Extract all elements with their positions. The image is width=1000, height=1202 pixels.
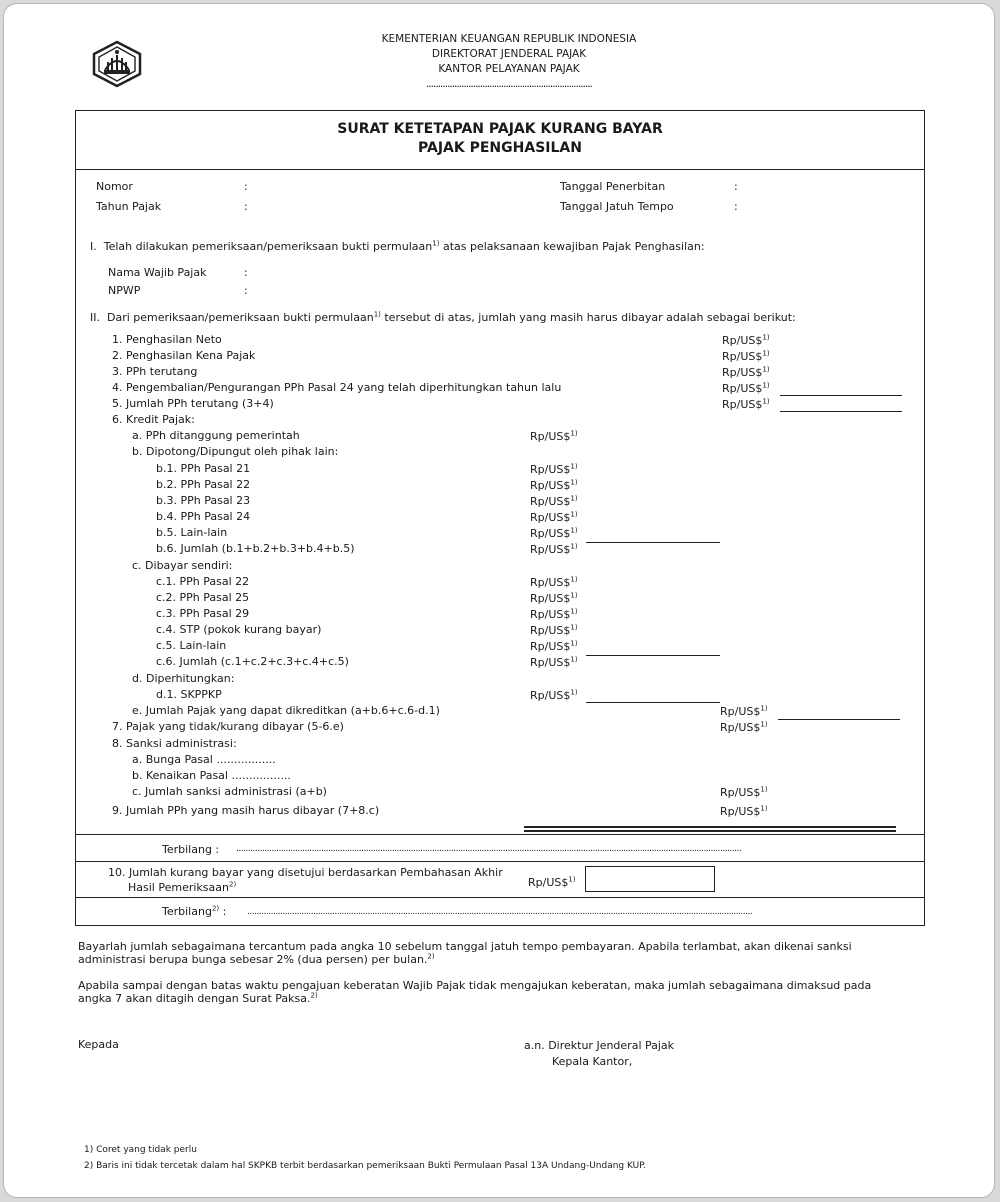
subtotal-line-item-5 — [780, 411, 902, 412]
item-6b2: b.2. PPh Pasal 22 — [156, 478, 251, 491]
item-8: 8. Sanksi administrasi: — [112, 737, 237, 750]
currency-item-6c1: Rp/US\$$^{1)}$ — [530, 575, 578, 589]
item-6b4: b.4. PPh Pasal 24 — [156, 510, 251, 523]
item-2: 2. Penghasilan Kena Pajak — [112, 349, 256, 362]
section-2-roman: II. — [90, 311, 100, 324]
item-6d1: d.1. SKPPKP — [156, 688, 222, 701]
currency-item-6c3: Rp/US\$$^{1)}$ — [530, 607, 578, 621]
currency-item-9: Rp/US\$$^{1)}$ — [720, 804, 768, 818]
subtotal-line-6b5 — [586, 542, 720, 543]
header-office: KANTOR PELAYANAN PAJAK — [438, 63, 580, 75]
currency-item-3: Rp/US\$$^{1)}$ — [722, 365, 770, 379]
currency-item-6a: Rp/US\$$^{1)}$ — [530, 429, 578, 443]
footnote-1: 1) Coret yang tidak perlu — [84, 1145, 197, 1155]
currency-item-1: Rp/US\$$^{1)}$ — [722, 333, 770, 347]
total-double-line-bottom — [524, 830, 896, 832]
item-6c1: c.1. PPh Pasal 22 — [156, 575, 250, 588]
tahun-pajak-colon: : — [244, 200, 248, 213]
currency-item-6c2: Rp/US\$$^{1)}$ — [530, 591, 578, 605]
tanggal-jatuh-tempo-colon: : — [734, 200, 738, 213]
signature-kepala: Kepala Kantor, — [552, 1055, 633, 1068]
currency-item-6c5: Rp/US\$$^{1)}$ — [530, 639, 578, 653]
currency-item-5: Rp/US\$$^{1)}$ — [722, 397, 770, 411]
nama-wp-colon: : — [244, 266, 248, 279]
nomor-label: Nomor — [96, 180, 133, 193]
currency-item-6c6: Rp/US\$$^{1)}$ — [530, 655, 578, 669]
item-6b: b. Dipotong/Dipungut oleh pihak lain: — [132, 445, 339, 458]
currency-item-2: Rp/US\$$^{1)}$ — [722, 349, 770, 363]
form-title: SURAT KETETAPAN PAJAK KURANG BAYAR — [337, 121, 663, 137]
currency-item-6c4: Rp/US\$$^{1)}$ — [530, 623, 578, 637]
subtotal-line-item-6e — [778, 719, 900, 720]
nomor-colon: : — [244, 180, 248, 193]
npwp-label: NPWP — [108, 284, 141, 297]
item-6b5: b.5. Lain-lain — [156, 526, 228, 539]
item-6c4: c.4. STP (pokok kurang bayar) — [156, 623, 322, 636]
currency-item-4: Rp/US\$$^{1)}$ — [722, 381, 770, 395]
currency-item-7: Rp/US\$$^{1)}$ — [720, 720, 768, 734]
item-3: 3. PPh terutang — [112, 365, 198, 378]
item-6c3: c.3. PPh Pasal 29 — [156, 607, 250, 620]
item-8a: a. Bunga Pasal ................. — [132, 753, 276, 766]
currency-item-8c: Rp/US\$$^{1)}$ — [720, 785, 768, 799]
item-6c5: c.5. Lain-lain — [156, 639, 227, 652]
item-6a: a. PPh ditanggung pemerintah — [132, 429, 300, 442]
currency-item-6b1: Rp/US\$$^{1)}$ — [530, 462, 578, 476]
currency-item-6b4: Rp/US\$$^{1)}$ — [530, 510, 578, 524]
section-2-text: II. Dari pemeriksaan/pemeriksaan bukti permulaan$^{1)}$ tersebut di atas, jumlah yang masih harus dibayar adalah sebagai berikut: — [90, 310, 796, 324]
item-6e: e. Jumlah Pajak yang dapat dikreditkan (a+b.6+c.6-d.1) — [132, 704, 440, 717]
currency-item-6b6: Rp/US\$$^{1)}$ — [530, 542, 578, 556]
item-10-line1: 10. Jumlah kurang bayar yang disetujui berdasarkan Pembahasan Akhir — [108, 866, 503, 879]
footnote-2: 2) Baris ini tidak tercetak dalam hal SKPKB terbit berdasarkan pemeriksaan Bukti Permulaan Pasal 13A Undang-Undang KUP. — [84, 1161, 647, 1171]
currency-item-6b5: Rp/US\$$^{1)}$ — [530, 526, 578, 540]
item-10-line2: Hasil Pemeriksaan$^{2)}$ — [128, 880, 237, 894]
nama-wp-label: Nama Wajib Pajak — [108, 266, 207, 279]
item-6d: d. Diperhitungkan: — [132, 672, 235, 685]
item-5: 5. Jumlah PPh terutang (3+4) — [112, 397, 274, 410]
item-7: 7. Pajak yang tidak/kurang dibayar (5-6.e) — [112, 720, 344, 733]
tanggal-penerbitan-colon: : — [734, 180, 738, 193]
section-1-roman: I. — [90, 240, 97, 253]
item-8b: b. Kenaikan Pasal ................. — [132, 769, 291, 782]
terbilang-label: Terbilang : — [162, 843, 220, 856]
total-double-line-top — [524, 826, 896, 828]
tanggal-penerbitan-label: Tanggal Penerbitan — [560, 180, 666, 193]
form-subtitle: PAJAK PENGHASILAN — [418, 140, 582, 156]
item-6c6: c.6. Jumlah (c.1+c.2+c.3+c.4+c.5) — [156, 655, 349, 668]
currency-item-10: Rp/US\$$^{1)}$ — [528, 875, 576, 889]
subtotal-line-item-4 — [780, 395, 902, 396]
currency-item-6d1: Rp/US\$$^{1)}$ — [530, 688, 578, 702]
header-directorate: DIREKTORAT JENDERAL PAJAK — [431, 48, 587, 60]
ministry-of-finance-emblem-icon — [90, 40, 144, 88]
terbilang-2-label: Terbilang$^{2)}$ : — [162, 904, 227, 918]
terbilang-dots: ...................................................................................................................................................................................................................... — [236, 844, 742, 854]
note-2: Apabila sampai dengan batas waktu pengajuan keberatan Wajib Pajak tidak mengajukan keberatan, maka jumlah sebagaimana dimaksud pada angka 7 akan ditagih dengan Surat Paksa.$^{2)}$ — [78, 979, 872, 1005]
item-10-amount-box[interactable] — [585, 866, 715, 892]
item-6c2: c.2. PPh Pasal 25 — [156, 591, 250, 604]
item-6: 6. Kredit Pajak: — [112, 413, 195, 426]
note-1: Bayarlah jumlah sebagaimana tercantum pada angka 10 sebelum tanggal jatuh tempo pembayaran. Apabila terlambat, akan dikenai sanksi administrasi berupa bunga sebesar 2% (dua persen) per bulan.$^{2)}$ — [78, 940, 852, 966]
item-6b1: b.1. PPh Pasal 21 — [156, 462, 251, 475]
item-9: 9. Jumlah PPh yang masih harus dibayar (7+8.c) — [112, 804, 380, 817]
header-ministry: KEMENTERIAN KEUANGAN REPUBLIK INDONESIA — [381, 33, 637, 45]
signature-an: a.n. Direktur Jenderal Pajak — [524, 1039, 675, 1052]
currency-item-6b2: Rp/US\$$^{1)}$ — [530, 478, 578, 492]
section-1-text: I. Telah dilakukan pemeriksaan/pemeriksaan bukti permulaan$^{1)}$ atas pelaksanaan kewajiban Pajak Penghasilan: — [90, 239, 705, 253]
tahun-pajak-label: Tahun Pajak — [96, 200, 162, 213]
item-6b3: b.3. PPh Pasal 23 — [156, 494, 251, 507]
item-6b6: b.6. Jumlah (b.1+b.2+b.3+b.4+b.5) — [156, 542, 355, 555]
item-6c: c. Dibayar sendiri: — [132, 559, 233, 572]
document-page — [3, 3, 995, 1198]
header-office-name-dots: ....................................................................... — [426, 78, 592, 90]
kepada-label: Kepada — [78, 1038, 119, 1051]
item-4: 4. Pengembalian/Pengurangan PPh Pasal 24 yang telah diperhitungkan tahun lalu — [112, 381, 562, 394]
subtotal-line-6c5 — [586, 655, 720, 656]
subtotal-line-6d1 — [586, 702, 720, 703]
terbilang-2-dots: ...................................................................................................................................................................................................................... — [247, 907, 753, 917]
currency-item-6b3: Rp/US\$$^{1)}$ — [530, 494, 578, 508]
item-1: 1. Penghasilan Neto — [112, 333, 222, 346]
item-8c: c. Jumlah sanksi administrasi (a+b) — [132, 785, 327, 798]
npwp-colon: : — [244, 284, 248, 297]
tanggal-jatuh-tempo-label: Tanggal Jatuh Tempo — [560, 200, 674, 213]
currency-item-6e: Rp/US\$$^{1)}$ — [720, 704, 768, 718]
